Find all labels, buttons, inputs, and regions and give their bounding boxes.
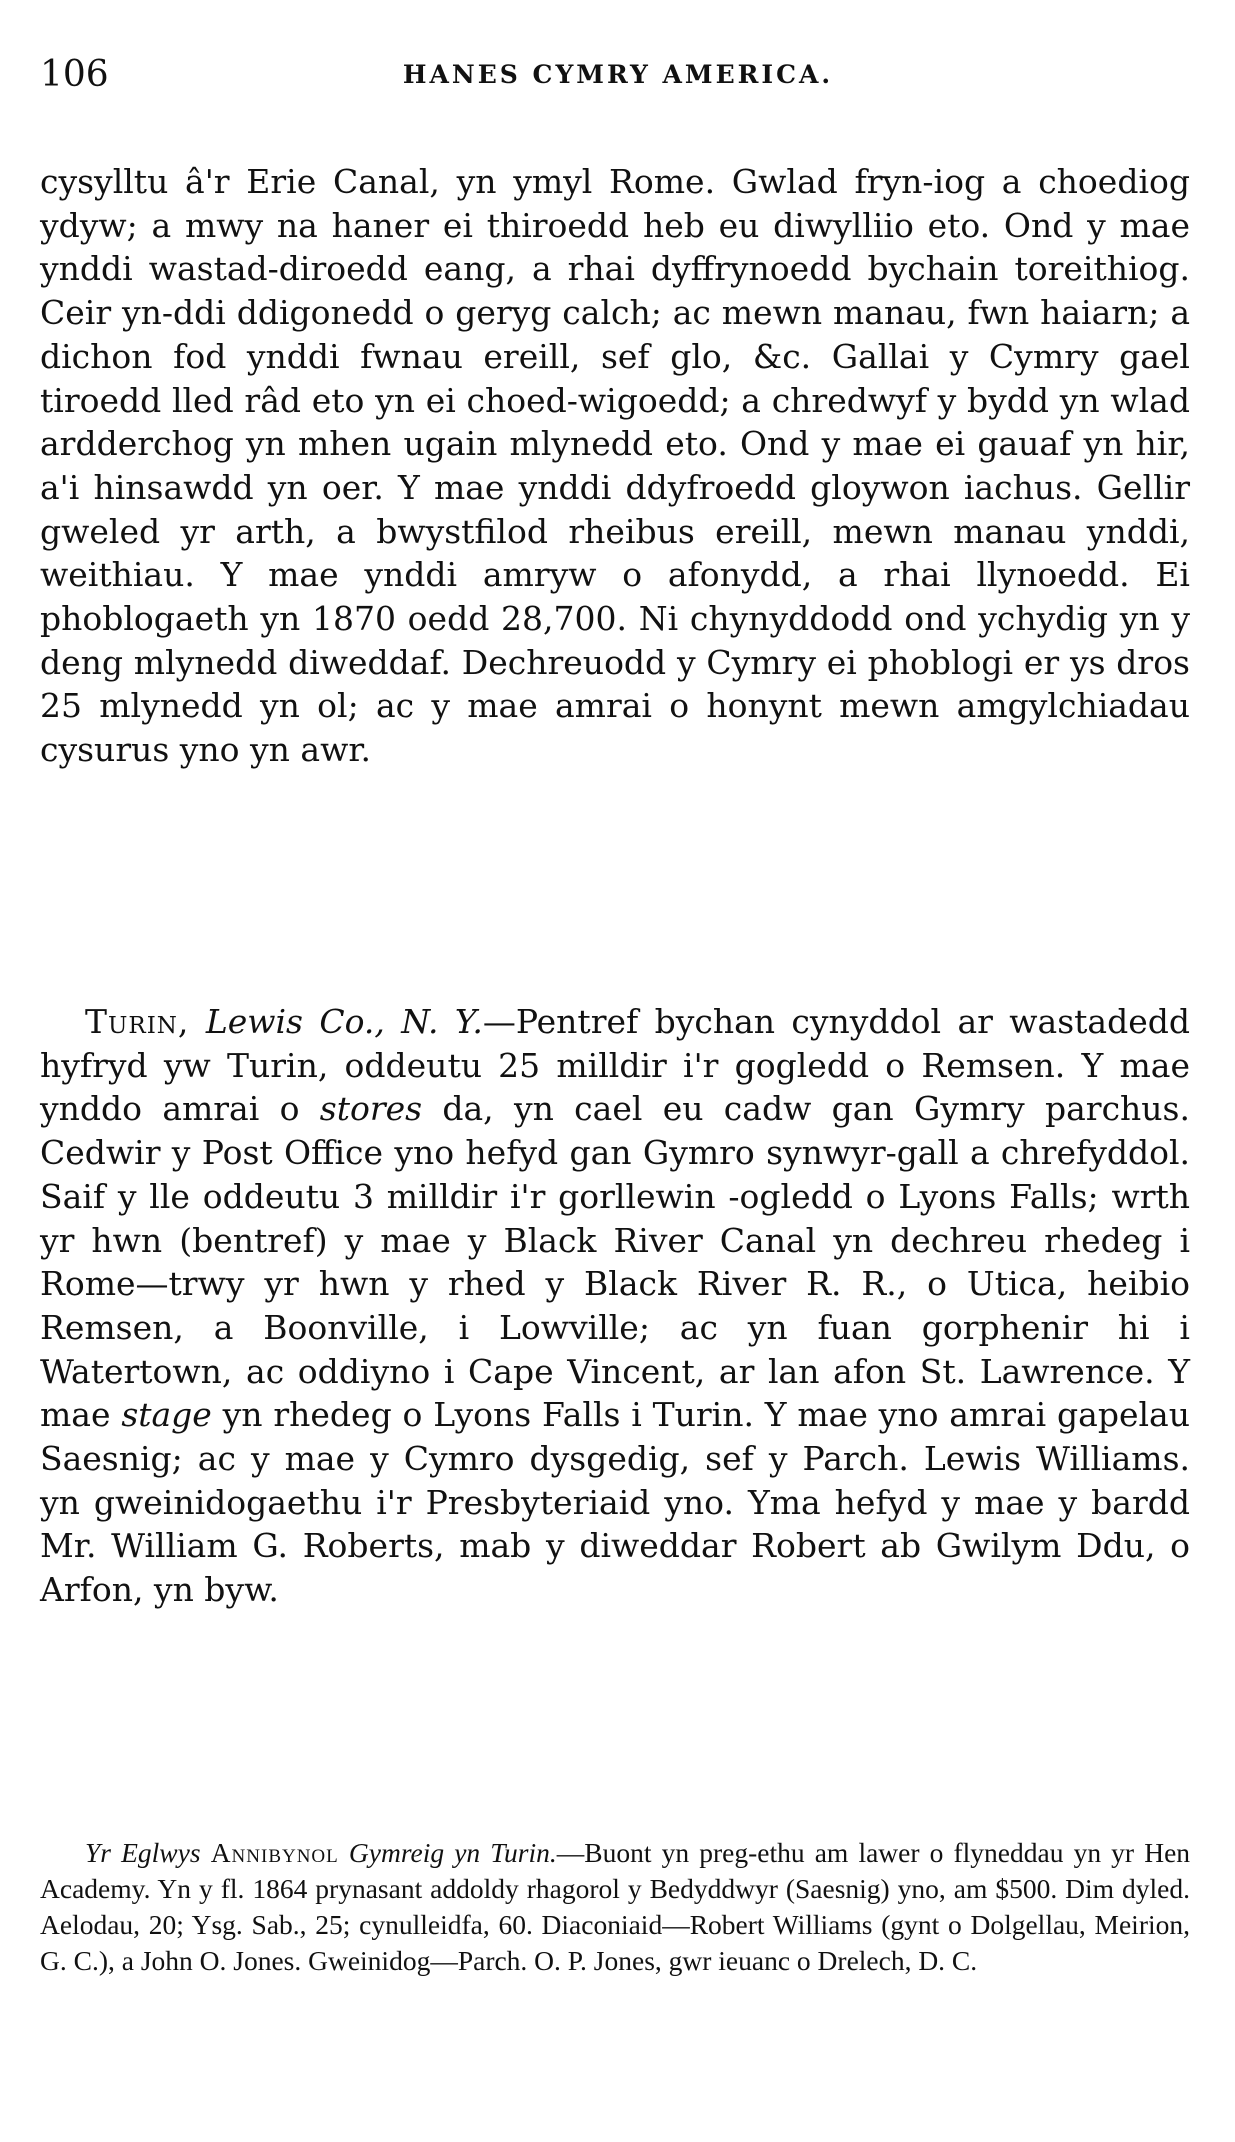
church-denomination: Annibynol bbox=[210, 1837, 339, 1868]
paragraph-turin bbox=[40, 1000, 1190, 1612]
paragraph-independent-church bbox=[40, 1835, 1190, 1979]
turin-text-part1: —Pentref bychan cynyddol ar wastadedd hyfryd yw Turin, oddeutu 25 milldir i'r gogledd o Remsen. Y mae ynddo amrai o bbox=[40, 1002, 1190, 1129]
turin-text-part3: yn rhedeg o Lyons Falls i Turin. Y mae yno amrai gapelau Saesnig; ac y mae y Cymro dysgedig, sef y Parch. Lewis Williams. yn gweinidogaethu i'r Presbyteriaid yno. Yma hefyd y mae y bardd Mr. William G. Roberts, mab y diweddar Robert ab Gwilym Ddu, o Arfon, yn byw. bbox=[40, 1395, 1190, 1610]
turin-heading: Turin, bbox=[85, 1002, 190, 1041]
page-header bbox=[40, 54, 1196, 104]
paragraph-county-description: cysylltu â'r Erie Canal, yn ymyl Rome. Gwlad fryn-iog a choediog ydyw; a mwy na haner ei thiroedd heb eu diwylliio eto. Ond y mae ynddi wastad-diroedd eang, a rhai dyffrynoedd bychain toreithiog. Ceir yn-ddi ddigonedd o geryg calch; ac mewn manau, fwn haiarn; a dichon fod ynddi fwnau ereill, sef glo, &c. Gallai y Cymry gael tiroedd lled râd eto yn ei choed-wigoedd; a chredwyf y bydd yn wlad ardderchog yn mhen ugain mlynedd eto. Ond y mae ei gauaf yn hir, a'i hinsawdd yn oer. Y mae ynddi ddyfroedd gloywon iachus. Gellir gweled yr arth, a bwystfilod rheibus ereill, mewn manau ynddi, weithiau. Y mae ynddi amryw o afonydd, a rhai llynoedd. Ei phoblogaeth yn 1870 oedd 28,700. Ni chynyddodd ond ychydig yn y deng mlynedd diweddaf. Dechreuodd y Cymry ei phoblogi er ys dros 25 mlynedd yn ol; ac y mae amrai o honynt mewn amgylchiadau cysurus yno yn awr. bbox=[40, 162, 1190, 770]
church-text: —Buont yn preg-ethu am lawer o flyneddau yn yr Hen Academy. Yn y fl. 1864 prynasant addoldy rhagorol y Bedyddwyr (Saesnig) yno, am $500. Dim dyled. Aelodau, 20; Ysg. Sab., 25; cynulleidfa, 60. Diaconiaid—Robert Williams (gynt o Dolgellau, Meirion, G. C.), a John O. Jones. Gweinidog—Parch. O. P. Jones, gwr ieuanc o Drelech, D. C. bbox=[40, 1837, 1191, 1976]
church-lead2: Gymreig yn Turin. bbox=[348, 1837, 557, 1868]
turin-location: Lewis Co., N. Y. bbox=[205, 1002, 483, 1041]
stores-italic: stores bbox=[319, 1089, 423, 1129]
running-title: HANES CYMRY AMERICA. bbox=[402, 60, 834, 89]
page-number: 106 bbox=[40, 54, 109, 95]
church-lead: Yr Eglwys bbox=[85, 1837, 201, 1868]
stage-italic: stage bbox=[121, 1395, 212, 1435]
turin-text-part2: da, yn cael eu cadw gan Gymry parchus. Cedwir y Post Office yno hefyd gan Gymro synwyr-gall a chrefyddol. Saif y lle oddeutu 3 milldir i'r gorllewin -ogledd o Lyons Falls; wrth yr hwn (bentref) y mae y Black River Canal yn dechreu rhedeg i Rome—trwy yr hwn y rhed y Black River R. R., o Utica, heibio Remsen, a Boonville, i Lowville; ac yn fuan gorphenir hi i Watertown, ac oddiyno i Cape Vincent, ar lan afon St. Lawrence. Y mae bbox=[40, 1089, 1190, 1435]
